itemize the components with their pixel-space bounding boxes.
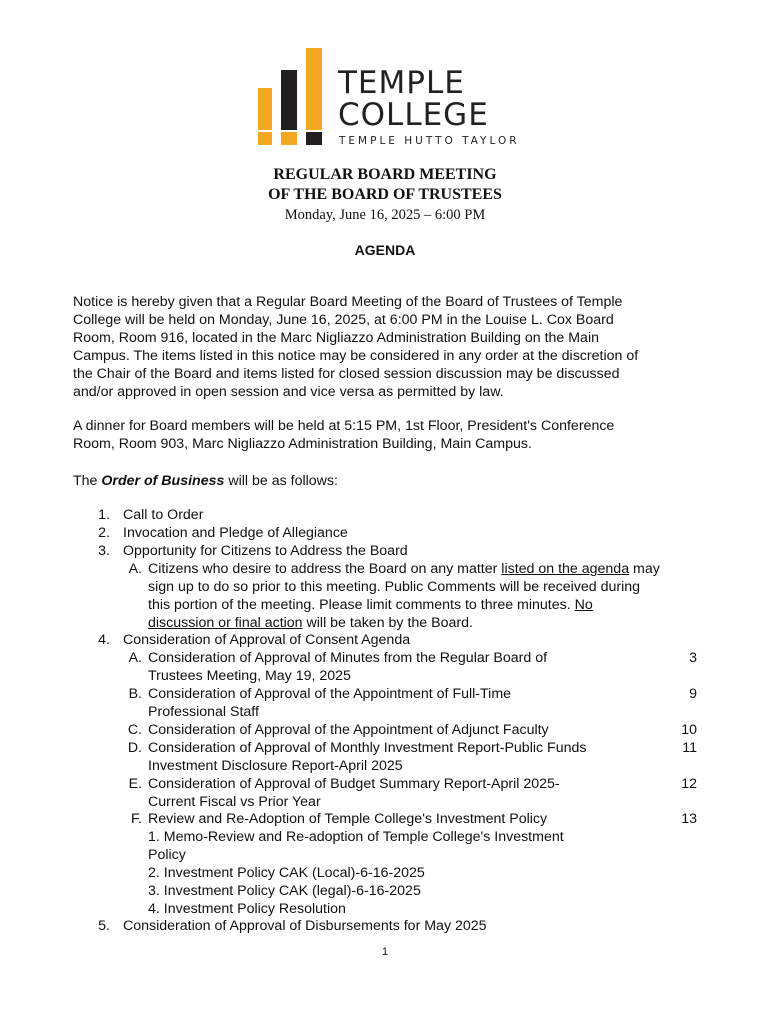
order-bold: Order of Business bbox=[101, 473, 225, 489]
item-text: Consideration of Approval of Minutes from the Regular Board of Trustees Meeting, May 19, 2025 bbox=[148, 650, 548, 684]
item-text: Consideration of Approval of Disbursements for May 2025 bbox=[123, 918, 487, 934]
item-text: Consideration of Approval of Budget Summary Report-April 2025- Current Fiscal vs Prior Year bbox=[148, 776, 560, 810]
dinner-line: A dinner for Board members will be held at 5:15 PM, 1st Floor, President's Conference bbox=[73, 418, 615, 434]
item-number: 4. bbox=[98, 632, 110, 648]
order-pre: The bbox=[73, 473, 102, 489]
logo-wordmark-line2: COLLEGE bbox=[338, 97, 489, 133]
item-letter: D. bbox=[127, 740, 142, 756]
agenda-heading: AGENDA bbox=[354, 242, 416, 258]
sub-item: 1. Memo-Review and Re-adoption of Temple College's Investment bbox=[148, 829, 564, 845]
sub-item: 4. Investment Policy Resolution bbox=[148, 901, 346, 917]
logo-campuses: TEMPLE HUTTO TAYLOR bbox=[339, 135, 520, 147]
item-letter: A. bbox=[128, 650, 142, 666]
item-number: 3. bbox=[98, 543, 110, 559]
underlined-phrase: discussion or final action bbox=[148, 615, 303, 631]
notice-line: Notice is hereby given that a Regular Board Meeting of the Board of Trustees of Temple bbox=[73, 294, 623, 310]
item-letter: E. bbox=[128, 776, 142, 792]
dinner-paragraph bbox=[73, 417, 693, 453]
dinner-line: Room, Room 903, Marc Nigliazzo Administration Building, Main Campus. bbox=[73, 436, 532, 452]
order-of-business-intro bbox=[73, 472, 693, 490]
page-reference: 10 bbox=[681, 722, 697, 738]
item-number: 2. bbox=[98, 525, 110, 541]
notice-line: Campus. The items listed in this notice may be considered in any order at the discretion of bbox=[73, 348, 639, 364]
item-text: Consideration of Approval of Monthly Investment Report-Public Funds Investment Disclosure Report-April 2025 bbox=[148, 740, 587, 774]
sub-item: Policy bbox=[148, 847, 186, 863]
item-text: Consideration of Approval of the Appointment of Adjunct Faculty bbox=[148, 722, 549, 738]
page-reference: 13 bbox=[681, 811, 697, 827]
notice-line: and/or approved in open session and vice versa as permitted by law. bbox=[73, 384, 504, 400]
item-letter: F. bbox=[130, 811, 142, 827]
logo-wordmark-line1: TEMPLE bbox=[338, 65, 465, 101]
temple-college-logo bbox=[254, 44, 520, 154]
notice-line: College will be held on Monday, June 16, 2025, at 6:00 PM in the Louise L. Cox Board bbox=[73, 312, 614, 328]
notice-paragraph bbox=[73, 293, 693, 401]
page-number: 1 bbox=[381, 946, 389, 958]
notice-line: Room, Room 916, located in the Marc Nigliazzo Administration Building on the Main bbox=[73, 330, 599, 346]
item-text: Review and Re-Adoption of Temple College's Investment Policy 1. Memo-Review and Re-adoption of Temple College's Investment Policy 2. Investment Policy CAK (Local)-6-16-2025 3. Investment Policy CAK (legal)-6-16-2025 4. Investment Policy Resolution bbox=[148, 810, 648, 918]
logo-bars-icon bbox=[254, 44, 334, 146]
sub-item: 2. Investment Policy CAK (Local)-6-16-2025 bbox=[148, 865, 425, 881]
item-number: 5. bbox=[98, 918, 110, 934]
item-number: 1. bbox=[98, 507, 110, 523]
page-reference: 12 bbox=[681, 776, 697, 792]
item-text: Citizens who desire to address the Board on any matter listed on the agenda may sign up to do so prior to this meeting. Public Comments will be received during this portion of the meeting. Please limit comments to three minutes. No discussion or final action will be taken by the Board. bbox=[148, 561, 660, 631]
item-letter: B. bbox=[128, 686, 142, 702]
underlined-phrase: listed on the agenda bbox=[501, 561, 630, 577]
item-text: Invocation and Pledge of Allegiance bbox=[123, 525, 348, 541]
item-text: Opportunity for Citizens to Address the Board bbox=[123, 543, 408, 559]
meeting-title-line1: REGULAR BOARD MEETING bbox=[273, 166, 497, 183]
underlined-phrase: No bbox=[574, 597, 593, 613]
item-letter: A. bbox=[128, 561, 142, 577]
page-reference: 3 bbox=[689, 650, 697, 666]
meeting-title-line2: OF THE BOARD OF TRUSTEES bbox=[268, 186, 502, 203]
page-reference: 11 bbox=[682, 740, 697, 756]
order-post: will be as follows: bbox=[224, 473, 338, 489]
item-text: Consideration of Approval of the Appointment of Full-Time Professional Staff bbox=[148, 686, 512, 720]
page-reference: 9 bbox=[689, 686, 697, 702]
item-text: Call to Order bbox=[123, 507, 204, 523]
sub-item: 3. Investment Policy CAK (legal)-6-16-2025 bbox=[148, 883, 421, 899]
item-text: Consideration of Approval of Consent Agenda bbox=[123, 632, 411, 648]
meeting-date: Monday, June 16, 2025 – 6:00 PM bbox=[284, 207, 486, 223]
notice-line: the Chair of the Board and items listed for closed session discussion may be discussed bbox=[73, 366, 620, 382]
item-letter: C. bbox=[127, 722, 142, 738]
